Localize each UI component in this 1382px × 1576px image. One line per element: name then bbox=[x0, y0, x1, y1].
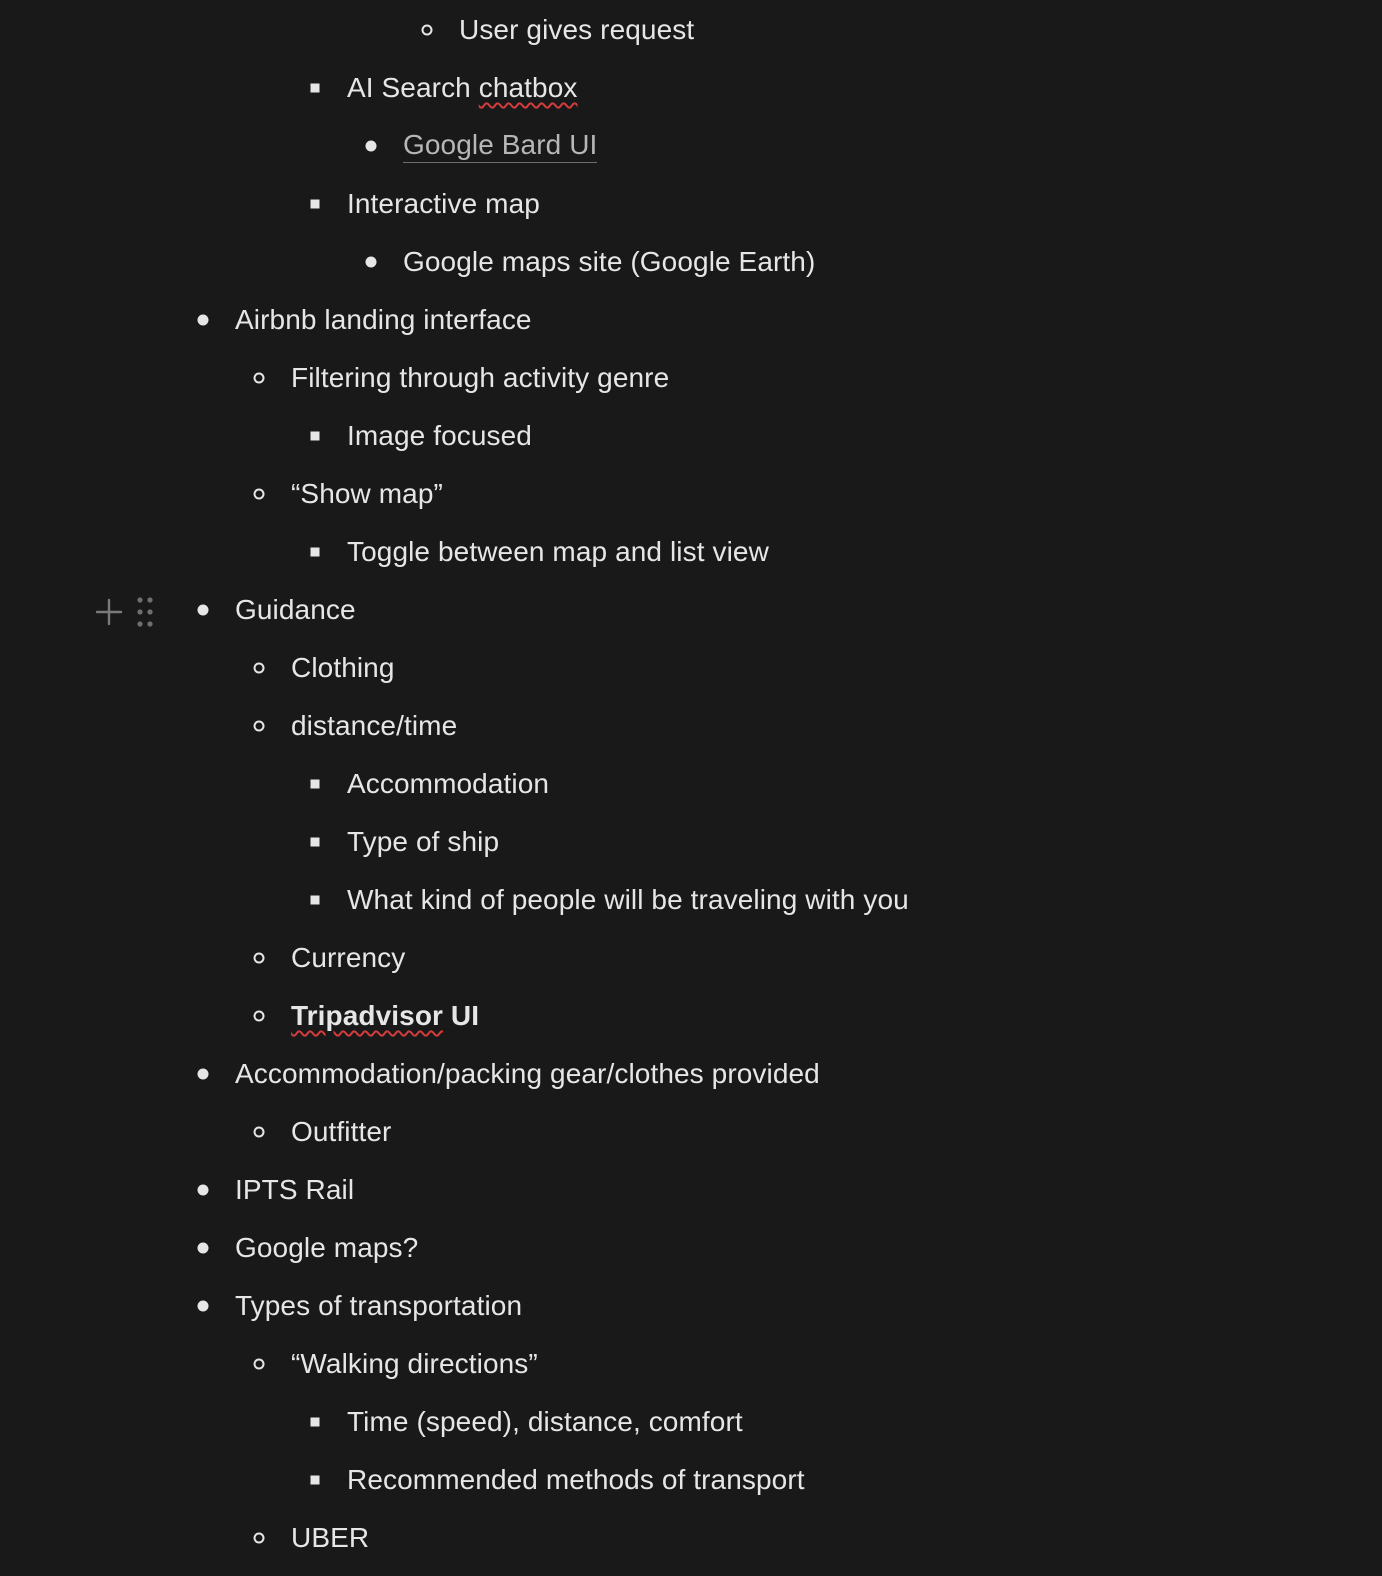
list-item[interactable] bbox=[0, 1170, 1382, 1210]
list-item[interactable] bbox=[0, 474, 1382, 514]
list-item[interactable] bbox=[0, 184, 1382, 224]
list-item[interactable] bbox=[0, 300, 1382, 340]
list-item-text: Outfitter bbox=[291, 1116, 392, 1147]
list-item-text: Filtering through activity genre bbox=[291, 362, 670, 393]
square-bullet-icon bbox=[311, 548, 320, 557]
list-item-text: Currency bbox=[291, 942, 406, 973]
circle-bullet-icon bbox=[254, 1127, 265, 1138]
disc-bullet-icon bbox=[198, 1301, 209, 1312]
list-item[interactable] bbox=[0, 358, 1382, 398]
list-item-text: Interactive map bbox=[347, 188, 540, 219]
disc-bullet-icon bbox=[198, 605, 209, 616]
list-item-text: IPTS Rail bbox=[235, 1174, 355, 1205]
list-item-text: distance/time bbox=[291, 710, 458, 741]
list-item[interactable] bbox=[0, 648, 1382, 688]
list-item[interactable] bbox=[0, 416, 1382, 456]
list-item[interactable] bbox=[0, 1402, 1382, 1442]
list-item[interactable] bbox=[0, 1054, 1382, 1094]
list-item-text bbox=[347, 72, 578, 104]
list-item-text: Types of transportation bbox=[235, 1290, 523, 1321]
list-item-text: Clothing bbox=[291, 652, 395, 683]
circle-bullet-icon bbox=[254, 721, 265, 732]
square-bullet-icon bbox=[311, 1418, 320, 1427]
square-bullet-icon bbox=[311, 84, 320, 93]
list-item[interactable] bbox=[0, 126, 1382, 166]
circle-bullet-icon bbox=[254, 1011, 265, 1022]
list-item-text: User gives request bbox=[459, 14, 695, 45]
list-item[interactable] bbox=[0, 242, 1382, 282]
disc-bullet-icon bbox=[198, 1185, 209, 1196]
misspelled-word[interactable]: chatbox bbox=[478, 72, 578, 103]
list-item-text: Guidance bbox=[235, 594, 356, 625]
list-item[interactable] bbox=[0, 822, 1382, 862]
list-item-text: Time (speed), distance, comfort bbox=[347, 1406, 743, 1437]
list-item-text: Airbnb landing interface bbox=[235, 304, 532, 335]
list-item[interactable] bbox=[0, 1286, 1382, 1326]
list-item-text: Toggle between map and list view bbox=[347, 536, 769, 567]
list-item[interactable] bbox=[0, 996, 1382, 1036]
disc-bullet-icon bbox=[198, 1243, 209, 1254]
list-item-text: Type of ship bbox=[347, 826, 500, 857]
list-item-text: What kind of people will be traveling with you bbox=[347, 884, 909, 915]
list-item[interactable] bbox=[0, 1112, 1382, 1152]
square-bullet-icon bbox=[311, 780, 320, 789]
list-item-text: Accommodation/packing gear/clothes provided bbox=[235, 1058, 820, 1089]
disc-bullet-icon bbox=[366, 141, 377, 152]
misspelled-word[interactable]: Tripadvisor bbox=[291, 1000, 444, 1031]
list-item[interactable] bbox=[0, 10, 1382, 50]
circle-bullet-icon bbox=[254, 1533, 265, 1544]
circle-bullet-icon bbox=[254, 663, 265, 674]
square-bullet-icon bbox=[311, 838, 320, 847]
square-bullet-icon bbox=[311, 200, 320, 209]
list-item[interactable] bbox=[0, 938, 1382, 978]
list-item[interactable] bbox=[0, 1344, 1382, 1384]
circle-bullet-icon bbox=[254, 489, 265, 500]
disc-bullet-icon bbox=[198, 1069, 209, 1080]
list-item-text: Recommended methods of transport bbox=[347, 1464, 805, 1495]
list-item-text bbox=[291, 1000, 479, 1032]
list-item-text: “Show map” bbox=[291, 478, 443, 509]
list-item-text: “Walking directions” bbox=[291, 1348, 538, 1379]
square-bullet-icon bbox=[311, 1476, 320, 1485]
circle-bullet-icon bbox=[254, 373, 265, 384]
page-link[interactable]: Google Bard UI bbox=[403, 129, 597, 163]
list-item[interactable] bbox=[0, 706, 1382, 746]
list-item-text: Image focused bbox=[347, 420, 532, 451]
list-item-text-part: AI Search bbox=[347, 72, 479, 103]
list-item-text: Google maps site (Google Earth) bbox=[403, 246, 816, 277]
list-item-text: UBER bbox=[291, 1522, 370, 1553]
list-item-text: Google maps? bbox=[235, 1232, 419, 1263]
list-item[interactable] bbox=[0, 1228, 1382, 1268]
list-item[interactable] bbox=[0, 68, 1382, 108]
list-item-text: Accommodation bbox=[347, 768, 550, 799]
circle-bullet-icon bbox=[422, 25, 433, 36]
disc-bullet-icon bbox=[198, 315, 209, 326]
disc-bullet-icon bbox=[366, 257, 377, 268]
square-bullet-icon bbox=[311, 896, 320, 905]
square-bullet-icon bbox=[311, 432, 320, 441]
list-item[interactable] bbox=[0, 532, 1382, 572]
list-item[interactable] bbox=[0, 880, 1382, 920]
list-item-text-part: UI bbox=[443, 1000, 480, 1031]
list-item[interactable] bbox=[0, 1460, 1382, 1500]
list-item[interactable] bbox=[0, 590, 1382, 630]
list-item[interactable] bbox=[0, 764, 1382, 804]
circle-bullet-icon bbox=[254, 1359, 265, 1370]
circle-bullet-icon bbox=[254, 953, 265, 964]
list-item[interactable] bbox=[0, 1518, 1382, 1558]
